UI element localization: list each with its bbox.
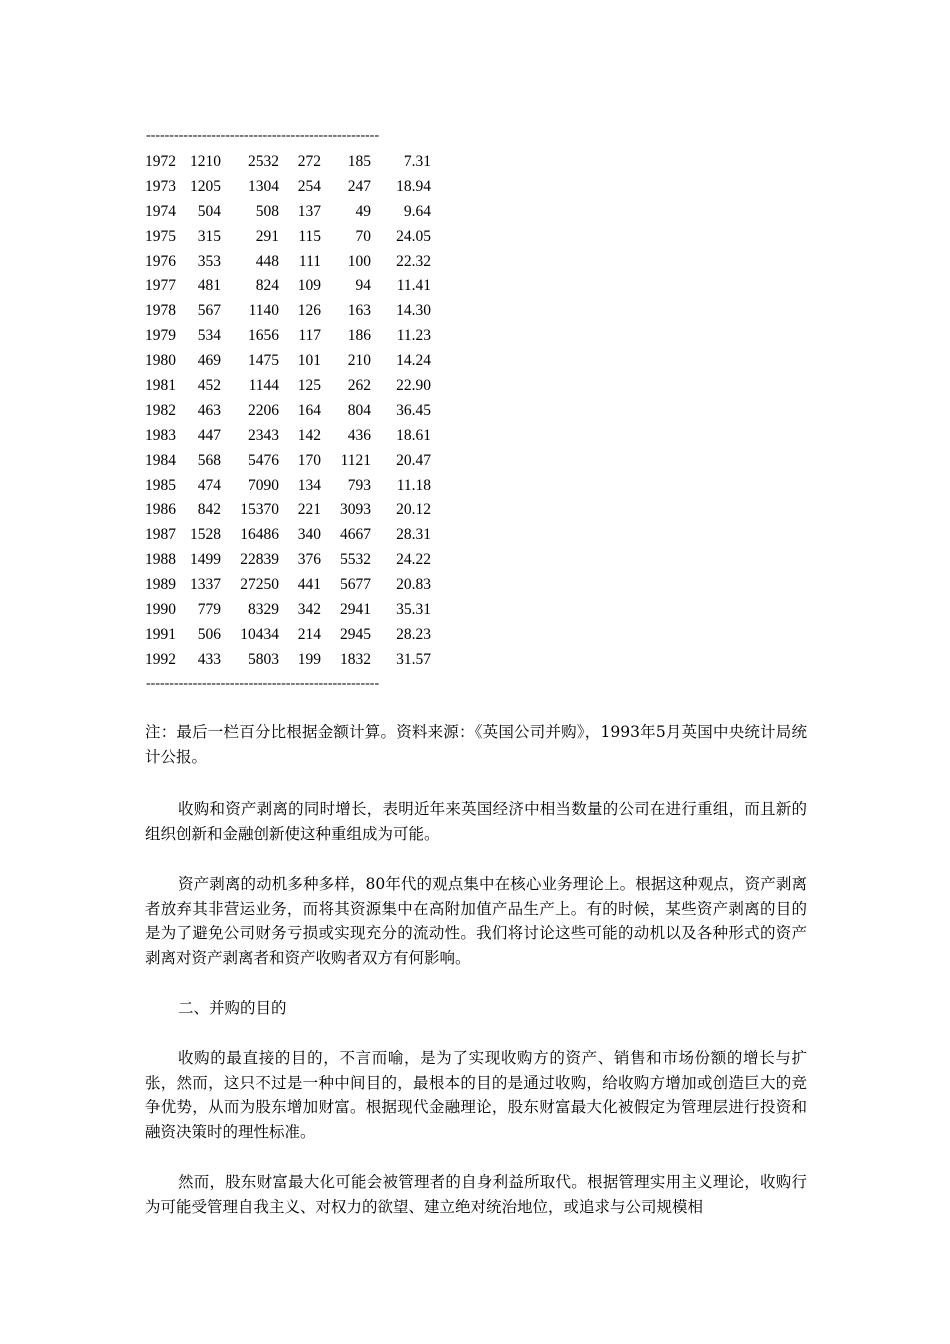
- col3-cell: 199: [297, 650, 321, 668]
- col4-cell: 793: [347, 476, 371, 494]
- col2-cell: 448: [255, 252, 279, 270]
- col4-cell: 70: [355, 227, 371, 245]
- col1-cell: 353: [197, 252, 221, 270]
- col2-cell: 1304: [248, 177, 279, 195]
- col3-cell: 126: [297, 302, 321, 320]
- year-cell: 1980: [145, 352, 176, 370]
- col4-cell: 436: [347, 426, 371, 444]
- col1-cell: 315: [197, 227, 221, 245]
- col2-cell: 1144: [248, 377, 279, 395]
- col3-cell: 164: [297, 401, 321, 419]
- year-cell: 1991: [145, 625, 176, 643]
- year-cell: 1977: [145, 277, 176, 295]
- table-bottom-rule: --------------------------------------------------: [146, 676, 380, 691]
- percent-cell: 22.90: [396, 377, 431, 395]
- col4-cell: 4667: [340, 526, 371, 544]
- col4-cell: 49: [355, 202, 371, 220]
- col2-cell: 291: [255, 227, 279, 245]
- percent-cell: 20.12: [396, 501, 431, 519]
- col1-cell: 469: [197, 352, 221, 370]
- col4-cell: 186: [347, 327, 371, 345]
- col1-cell: 463: [197, 401, 221, 419]
- table-note: 注：最后一栏百分比根据金额计算。资料来源：《英国公司并购》，1993年5月英国中央统计局统计公报。: [145, 723, 807, 766]
- col3-cell: 115: [298, 227, 321, 245]
- col2-cell: 22839: [240, 551, 279, 569]
- percent-cell: 35.31: [396, 601, 431, 619]
- col2-cell: 508: [255, 202, 279, 220]
- col3-cell: 109: [297, 277, 321, 295]
- year-cell: 1973: [145, 177, 176, 195]
- col2-cell: 16486: [240, 526, 279, 544]
- col2-cell: 1656: [248, 327, 279, 345]
- year-cell: 1987: [145, 526, 176, 544]
- col4-cell: 2941: [340, 601, 371, 619]
- col1-cell: 447: [197, 426, 221, 444]
- col1-cell: 1210: [190, 153, 221, 170]
- year-cell: 1985: [145, 476, 176, 494]
- percent-cell: 20.83: [396, 576, 431, 594]
- col2-cell: 5803: [248, 650, 279, 668]
- col3-cell: 342: [297, 601, 321, 619]
- percent-cell: 14.30: [396, 302, 431, 320]
- percent-cell: 36.45: [396, 401, 431, 419]
- col3-cell: 170: [297, 451, 321, 469]
- col3-cell: 117: [298, 327, 321, 345]
- paragraph-restructuring: 收购和资产剥离的同时增长，表明近年来英国经济中相当数量的公司在进行重组，而且新的组织创新和金融创新使这种重组成为可能。: [145, 800, 807, 843]
- col1-cell: 504: [197, 202, 221, 220]
- percent-cell: 22.32: [396, 252, 431, 270]
- col1-cell: 452: [197, 377, 221, 395]
- col3-cell: 376: [297, 551, 321, 569]
- year-cell: 1983: [145, 426, 176, 444]
- col2-cell: 1140: [248, 302, 279, 320]
- year-cell: 1976: [145, 252, 176, 270]
- col4-cell: 1121: [340, 451, 371, 469]
- year-cell: 1990: [145, 601, 176, 619]
- percent-cell: 28.31: [396, 526, 431, 544]
- col1-cell: 534: [197, 327, 221, 345]
- col2-cell: 2206: [248, 401, 279, 419]
- percent-cell: 11.41: [396, 277, 431, 295]
- col4-cell: 247: [347, 177, 371, 195]
- col1-cell: 842: [197, 501, 221, 519]
- percent-cell: 7.31: [403, 153, 431, 170]
- col3-cell: 101: [297, 352, 321, 370]
- year-cell: 1978: [145, 302, 176, 320]
- year-cell: 1984: [145, 451, 176, 469]
- col3-cell: 214: [297, 625, 321, 643]
- paragraph-managerial-interest: 然而，股东财富最大化可能会被管理者的自身利益所取代。根据管理实用主义理论，收购行为可能受管理自我主义、对权力的欲望、建立绝对统治地位，或追求与公司规模相: [145, 1173, 807, 1216]
- col1-cell: 567: [197, 302, 221, 320]
- percent-cell: 20.47: [396, 451, 431, 469]
- col4-cell: 3093: [340, 501, 371, 519]
- percent-cell: 14.24: [396, 352, 431, 370]
- year-cell: 1975: [145, 227, 176, 245]
- percent-cell: 18.94: [396, 177, 431, 195]
- col1-cell: 433: [197, 650, 221, 668]
- col3-cell: 272: [297, 153, 321, 170]
- col3-cell: 137: [297, 202, 321, 220]
- col4-cell: 262: [347, 377, 371, 395]
- col2-cell: 1475: [248, 352, 279, 370]
- col4-cell: 5677: [340, 576, 371, 594]
- col1-cell: 474: [197, 476, 221, 494]
- col4-cell: 94: [355, 277, 371, 295]
- percent-cell: 9.64: [403, 202, 431, 220]
- year-cell: 1979: [145, 327, 176, 345]
- col1-cell: 568: [197, 451, 221, 469]
- section-heading: 二、并购的目的: [178, 999, 287, 1017]
- col2-cell: 10434: [240, 625, 279, 643]
- col3-cell: 441: [297, 576, 321, 594]
- col3-cell: 142: [297, 426, 321, 444]
- col3-cell: 111: [298, 252, 321, 270]
- col4-cell: 1832: [340, 650, 371, 668]
- paragraph-acquisition-purpose: 收购的最直接的目的，不言而喻，是为了实现收购方的资产、销售和市场份额的增长与扩张，然而，这只不过是一种中间目的，最根本的目的是通过收购，给收购方增加或创造巨大的竞争优势，从而为股东增加财富。根据现代金融理论，股东财富最大化被假定为管理层进行投资和融资决策时的理性标准。: [145, 1049, 807, 1141]
- col4-cell: 5532: [340, 551, 371, 569]
- year-cell: 1974: [145, 202, 176, 220]
- col4-cell: 163: [347, 302, 371, 320]
- year-cell: 1989: [145, 576, 176, 594]
- col4-cell: 100: [347, 252, 371, 270]
- col3-cell: 340: [297, 526, 321, 544]
- percent-cell: 28.23: [396, 625, 431, 643]
- col2-cell: 7090: [248, 476, 279, 494]
- col1-cell: 506: [197, 625, 221, 643]
- year-cell: 1972: [145, 153, 176, 170]
- percent-cell: 31.57: [396, 650, 431, 668]
- year-cell: 1992: [145, 650, 176, 668]
- percent-cell: 11.23: [396, 327, 431, 345]
- paragraph-divestiture-motives: 资产剥离的动机多种多样，80年代的观点集中在核心业务理论上。根据这种观点，资产剥离者放弃其非营运业务，而将其资源集中在高附加值产品生产上。有的时候，某些资产剥离的目的是为了避免公司财务亏损或实现充分的流动性。我们将讨论这些可能的动机以及各种形式的资产剥离对资产剥离者和资产收购者双方有何影响。: [145, 875, 807, 967]
- col1-cell: 1205: [190, 177, 221, 195]
- col2-cell: 27250: [240, 576, 279, 594]
- col2-cell: 824: [255, 277, 279, 295]
- col4-cell: 804: [347, 401, 371, 419]
- col2-cell: 2343: [248, 426, 279, 444]
- year-cell: 1986: [145, 501, 176, 519]
- percent-cell: 18.61: [396, 426, 431, 444]
- col4-cell: 185: [347, 153, 371, 170]
- col3-cell: 125: [297, 377, 321, 395]
- col1-cell: 481: [197, 277, 221, 295]
- col1-cell: 1337: [190, 576, 221, 594]
- col2-cell: 8329: [248, 601, 279, 619]
- col1-cell: 1528: [190, 526, 221, 544]
- col1-cell: 779: [197, 601, 221, 619]
- year-cell: 1981: [145, 377, 176, 395]
- col2-cell: 5476: [248, 451, 279, 469]
- year-cell: 1982: [145, 401, 176, 419]
- table-top-rule: --------------------------------------------------: [146, 128, 380, 143]
- col3-cell: 134: [297, 476, 321, 494]
- col1-cell: 1499: [190, 551, 221, 569]
- col3-cell: 254: [297, 177, 321, 195]
- year-cell: 1988: [145, 551, 176, 569]
- col2-cell: 15370: [240, 501, 279, 519]
- col3-cell: 221: [297, 501, 321, 519]
- percent-cell: 11.18: [396, 476, 431, 494]
- col4-cell: 2945: [340, 625, 371, 643]
- col4-cell: 210: [347, 352, 371, 370]
- col2-cell: 2532: [248, 153, 279, 170]
- percent-cell: 24.22: [396, 551, 431, 569]
- percent-cell: 24.05: [396, 227, 431, 245]
